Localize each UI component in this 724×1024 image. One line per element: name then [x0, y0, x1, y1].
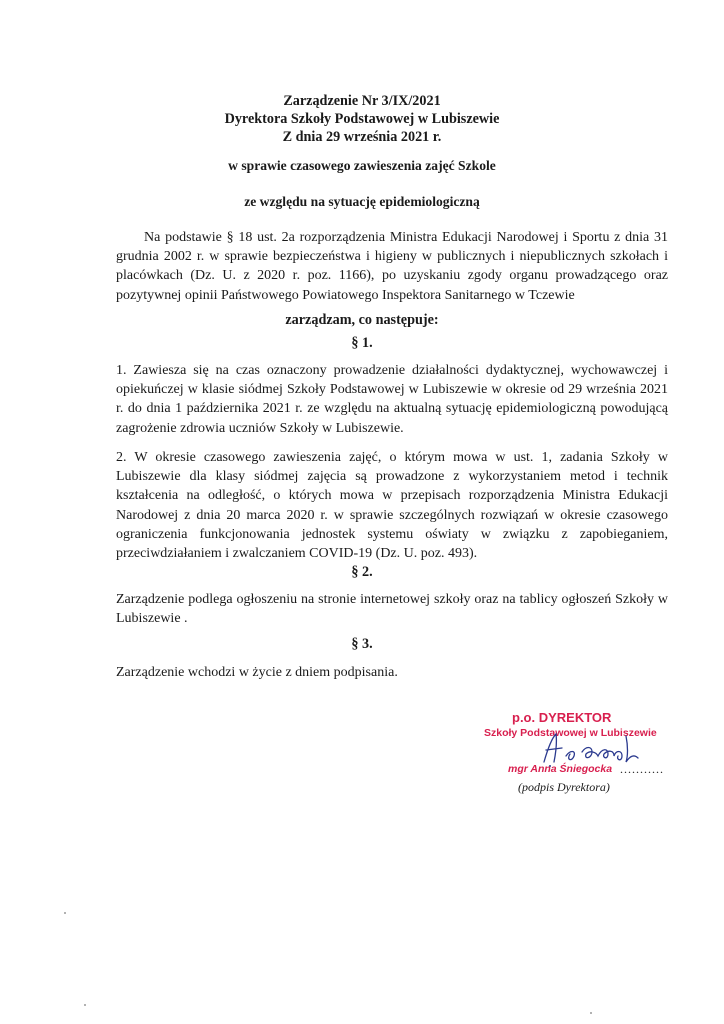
preamble-paragraph	[116, 228, 668, 305]
order-number: Zarządzenie Nr 3/IX/2021	[283, 93, 441, 109]
section-1-heading: § 1.	[351, 335, 373, 351]
section-3-heading: § 3.	[351, 636, 373, 652]
stamp-school: Szkoły Podstawowej w Lubiszewie	[484, 727, 657, 739]
section-1-paragraph-2-text: 2. W okresie czasowego zawieszenia zajęć, o którym mowa w ust. 1, zadania Szkoły w Lubiszewie dla klasy siódmej zajęcia są prowadzone z wykorzystaniem metod i technik kształcenia na odległość, o których mowa w przepisach rozporządzenia Ministra Edukacji Narodowej z dnia 20 marca 2020 r. w sprawie szczególnych rozwiązań w okresie czasowego ograniczenia funkcjonowania jednostek systemu oświaty w związku z zapobieganiem, przeciwdziałaniem i zwalczaniem COVID-19 (Dz. U. poz. 493).	[116, 450, 668, 562]
section-2-heading: § 2.	[351, 564, 373, 580]
stamp-title: p.o. DYREKTOR	[512, 710, 612, 725]
section-1-paragraph-2	[116, 448, 668, 563]
stamp-name: mgr Anna Śniegocka	[508, 763, 613, 775]
ordering-clause: zarządzam, co następuje:	[285, 312, 439, 328]
issuer: Dyrektora Szkoły Podstawowej w Lubiszewie	[224, 111, 500, 127]
document-header	[0, 92, 724, 146]
section-3-paragraph-text: Zarządzenie wchodzi w życie z dniem podpisania.	[116, 665, 398, 680]
scan-speck	[590, 1012, 592, 1014]
signature-dots: ...........	[620, 762, 664, 776]
section-1-paragraph-1	[116, 361, 668, 438]
section-2-paragraph	[116, 590, 668, 628]
preamble-text: Na podstawie § 18 ust. 2a rozporządzenia Ministra Edukacji Narodowej i Sportu z dnia 31 grudnia 2002 r. w sprawie bezpieczeństwa i higieny w publicznych i niepublicznych szkołach i placówkach (Dz. U. z 2020 r. poz. 1166), po uzyskaniu zgody organu prowadzącego oraz pozytywnej opinii Państwowego Powiatowego Inspektora Sanitarnego w Tczewie	[116, 230, 668, 303]
scan-speck	[64, 912, 66, 914]
subject-line-1: w sprawie czasowego zawieszenia zajęć Szkole	[228, 158, 496, 173]
subject-line-2: ze względu na sytuację epidemiologiczną	[244, 194, 480, 209]
section-2-paragraph-text: Zarządzenie podlega ogłoszeniu na stronie internetowej szkoły oraz na tablicy ogłoszeń Szkoły w Lubiszewie .	[116, 592, 668, 627]
signature-caption: (podpis Dyrektora)	[518, 780, 610, 794]
section-3-paragraph	[116, 663, 668, 682]
signature-block	[470, 706, 690, 802]
section-1-paragraph-1-text: 1. Zawiesza się na czas oznaczony prowadzenie działalności dydaktycznej, wychowawczej i opiekuńczej w klasie siódmej Szkoły Podstawowej w Lubiszewie w okresie od 29 września 2021 r. do dnia 1 października 2021 r. ze względu na aktualną sytuację epidemiologiczną powodującą zagrożenie zdrowia uczniów Szkoły w Lubiszewie.	[116, 363, 668, 436]
scan-speck	[84, 1004, 86, 1006]
order-date: Z dnia 29 września 2021 r.	[282, 129, 442, 145]
